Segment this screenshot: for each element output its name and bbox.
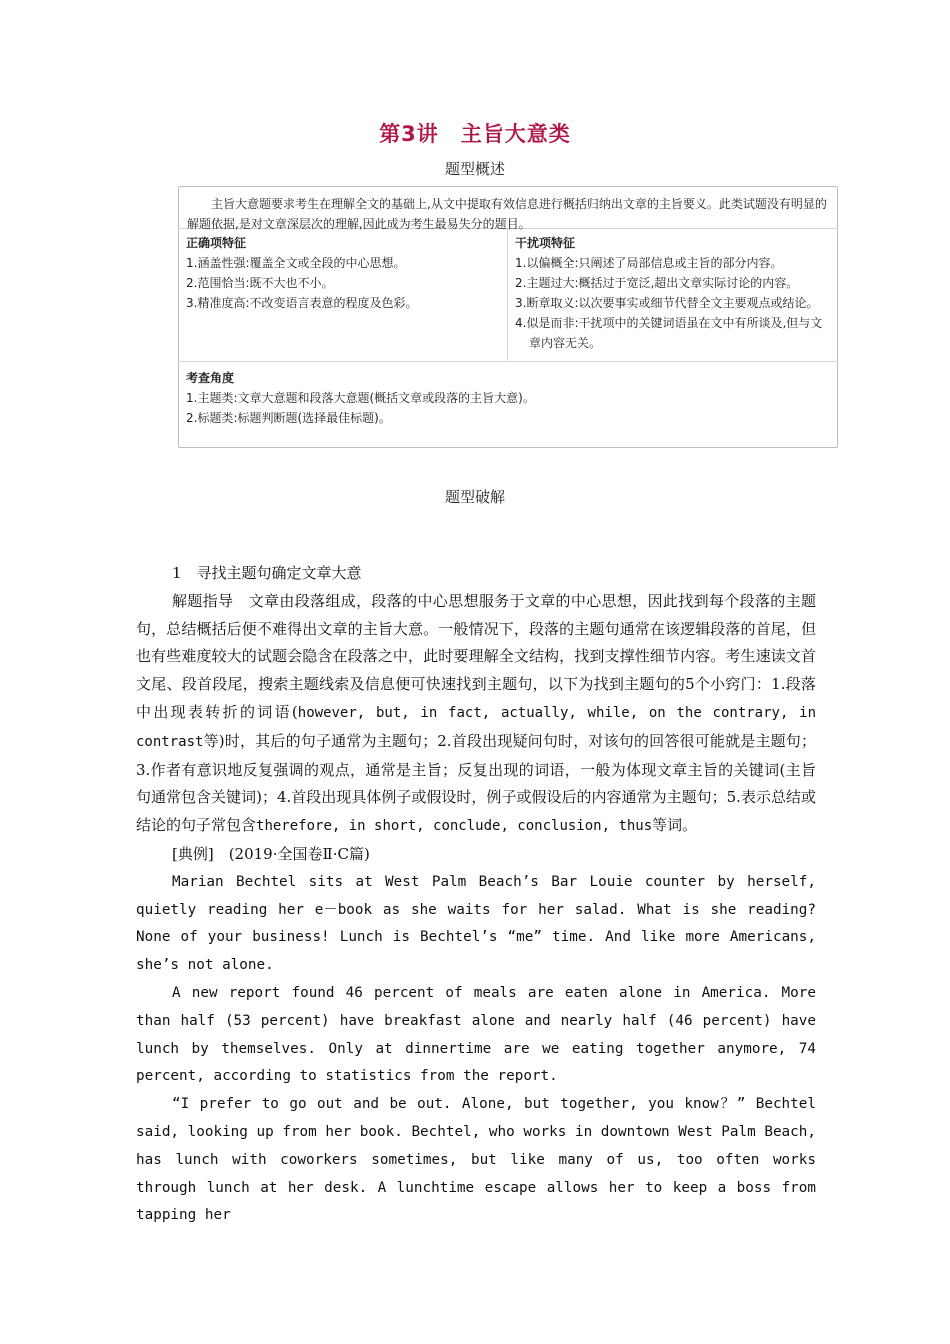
method-title: 1 寻找主题句确定文章大意 bbox=[172, 564, 362, 582]
exam-angles-title: 考查角度 bbox=[186, 371, 235, 385]
exam-angles bbox=[179, 362, 837, 428]
analysis-heading: 题型破解 bbox=[444, 488, 505, 506]
guide-words: therefore, in short, conclude, conclusion, thus bbox=[256, 818, 653, 835]
method-guide bbox=[136, 588, 816, 841]
correct-feature-item: 2.范围恰当:既不大也不小。 bbox=[186, 276, 334, 290]
example-paragraph: “I prefer to go out and be out. Alone, but together, you know？” Bechtel said, looking up from her book. Bechtel, who works in downtown West Palm Beach, has lunch with coworkers sometimes, but like many of us, too often works through lunch at her desk. A lunchtime escape allows her to keep a boss from tapping her bbox=[136, 1096, 816, 1224]
example-label: [典例] (2019·全国卷Ⅱ·C篇) bbox=[172, 844, 370, 863]
correct-feature-item: 3.精准度高:不改变语言表意的程度及色彩。 bbox=[186, 296, 418, 310]
guide-text: 解题指导 文章由段落组成，段落的中心思想服务于文章的中心思想，因此找到每个段落的主题句，总结概括后便不难得出文章的主旨大意。一般情况下，段落的主题句通常在该逻辑段落的首尾，但也有些难度较大的试题会隐含在段落之中，此时要理解全文结构，找到支撑性细节内容。考生速读文首文尾、段首段尾，搜索主题线索及信息便可快速找到主题句，以下为找到主题句的5个小窍门：1.段落中出现表转折的词语( bbox=[136, 591, 816, 721]
distractor-features-title: 干扰项特征 bbox=[515, 236, 576, 250]
distractor-feature-item: 2.主题过大:概括过于宽泛,超出文章实际讨论的内容。 bbox=[515, 276, 799, 290]
guide-text: 等词。 bbox=[652, 816, 698, 835]
guide-text: 等)时，其后的句子通常为主题句；2.首段出现疑问句时，对该句的回答很可能就是主题句；3.作者有意识地反复强调的观点，通常是主旨；反复出现的词语，一般为体现文章主旨的关键词(主旨句通常包含关键词)；4.首段出现具体例子或假设时，例子或假设后的内容通常为主题句；5.表示总结或结论的句子常包含 bbox=[136, 731, 816, 835]
page-title: 第3讲 主旨大意类 bbox=[379, 122, 571, 146]
example-paragraph: A new report found 46 percent of meals are eaten alone in America. More than half (53 percent) have breakfast alone and nearly half (46 percent) have lunch by themselves. Only at dinnertime are we eating together anymore, 74 percent, according to statistics from the report. bbox=[136, 984, 816, 1085]
overview-heading: 题型概述 bbox=[444, 160, 505, 178]
correct-features bbox=[179, 229, 508, 361]
overview-intro: 主旨大意题要求考生在理解全文的基础上,从文中提取有效信息进行概括归纳出文章的主旨要义。此类试题没有明显的解题依据,是对文章深层次的理解,因此成为考生最易失分的题目。 bbox=[179, 187, 837, 229]
distractor-features bbox=[508, 229, 837, 361]
distractor-feature-item: 3.断章取义:以次要事实或细节代替全文主要观点或结论。 bbox=[515, 296, 819, 310]
exam-angle-item: 1.主题类:文章大意题和段落大意题(概括文章或段落的主旨大意)。 bbox=[186, 391, 535, 405]
feature-columns bbox=[179, 229, 837, 362]
overview-table bbox=[178, 186, 838, 448]
correct-features-title: 正确项特征 bbox=[186, 236, 247, 250]
guide-words: however, but, in fact, actually, while, on the contrary, in contrast bbox=[136, 704, 816, 750]
exam-angle-item: 2.标题类:标题判断题(选择最佳标题)。 bbox=[186, 411, 391, 425]
distractor-feature-item: 1.以偏概全:只阐述了局部信息或主旨的部分内容。 bbox=[515, 256, 783, 270]
correct-feature-item: 1.涵盖性强:覆盖全文或全段的中心思想。 bbox=[186, 256, 406, 270]
example-paragraph: Marian Bechtel sits at West Palm Beach’s Bar Louie counter by herself, quietly reading her e－book as she waits for her salad. What is she reading? None of your business! Lunch is Bechtel’s “me” time. And like more Americans, she’s not alone. bbox=[136, 873, 816, 974]
distractor-feature-item: 4.似是而非:干扰项中的关键词语虽在文中有所谈及,但与文章内容无关。 bbox=[515, 316, 823, 350]
body-text bbox=[136, 560, 816, 1230]
